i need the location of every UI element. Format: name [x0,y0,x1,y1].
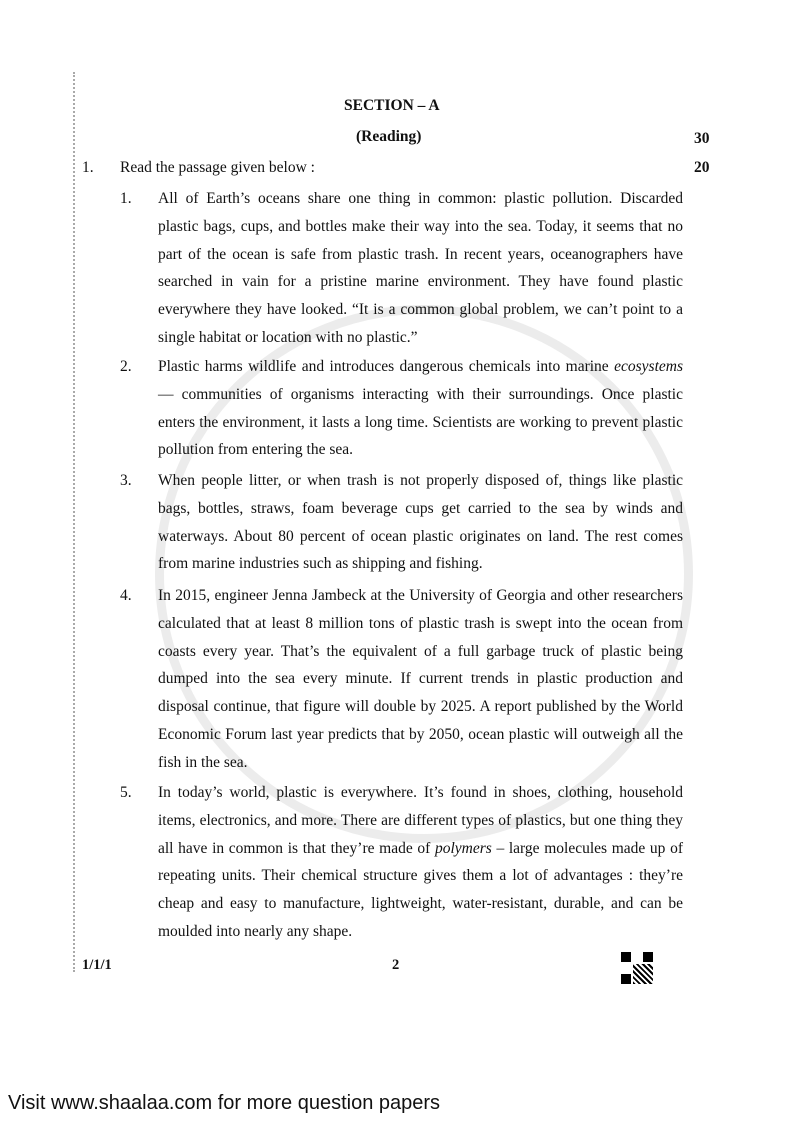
paragraph-5 [120,779,683,946]
text: — communities of organisms interacting with their surroundings. Once plastic enters the environment, it lasts a long time. Scientists are working to prevent plastic pollution from entering the sea. [158,385,683,459]
paragraph-number: 2. [120,358,132,375]
paragraph-number: 3. [120,472,132,489]
italic-term: ecosystems [614,358,683,375]
paragraph-text [158,779,683,946]
text: In today’s world, plastic is everywhere. It’s found in shoes, clothing, household items, electronics, and more. There are different types of plastics, but one thing they all have in common is that they’re made of [158,784,683,857]
qr-code-icon [621,952,653,984]
paragraph-number: 4. [120,587,132,604]
footer-banner: Visit www.shaalaa.com for more question papers [8,1092,441,1114]
section-subtitle: (Reading) [356,128,422,145]
question-number: 1. [82,159,94,176]
text: Plastic harms wildlife and introduces dangerous chemicals into marine [158,358,615,375]
question-prompt: Read the passage given below : [120,159,315,176]
margin-line [73,72,75,972]
paragraph-text: When people litter, or when trash is not properly disposed of, things like plastic bags, bottles, straws, foam beverage cups get carried to the sea by winds and waterways. About 80 percent of ocean plastic originates on land. The rest comes from marine industries such as shipping and fishing. [158,472,683,573]
paragraph-text: In 2015, engineer Jenna Jambeck at the University of Georgia and other researchers calculated that at least 8 million tons of plastic trash is swept into the ocean from coasts every year. That’s the equivalent of a full garbage truck of plastic being dumped into the sea every minute. If current trends in plastic production and disposal continue, that figure will double by 2025. A report published by the World Economic Forum last year predicts that by 2050, ocean plastic will outweigh all the fish in the sea. [158,587,683,771]
section-marks: 30 [694,130,710,147]
page-number: 2 [392,957,400,973]
paragraph-1 [120,185,683,352]
text: – large molecules made up of repeating units. Their chemical structure gives them a lot of advantages : they’re cheap and easy to manufacture, lightweight, water-resistant, durable, and can be moulded into nearly any shape. [158,839,684,940]
question-marks: 20 [694,159,710,176]
paragraph-number: 1. [120,190,132,207]
paragraph-number: 5. [120,784,132,801]
paragraph-text [158,353,683,464]
paragraph-text: All of Earth’s oceans share one thing in common: plastic pollution. Discarded plastic bags, cups, and bottles make their way into the sea. Today, it seems that no part of the ocean is safe from plastic trash. In recent years, oceanographers have searched in vain for a pristine marine environment. They have found plastic everywhere they have looked. “It is a common global problem, we can’t point to a single habitat or location with no plastic.” [158,190,683,346]
paragraph-3 [120,467,683,578]
paragraph-2 [120,353,683,464]
footer-code: 1/1/1 [82,957,112,973]
paragraph-4 [120,582,683,777]
italic-term: polymers [434,839,492,857]
section-title: SECTION – A [344,97,440,114]
